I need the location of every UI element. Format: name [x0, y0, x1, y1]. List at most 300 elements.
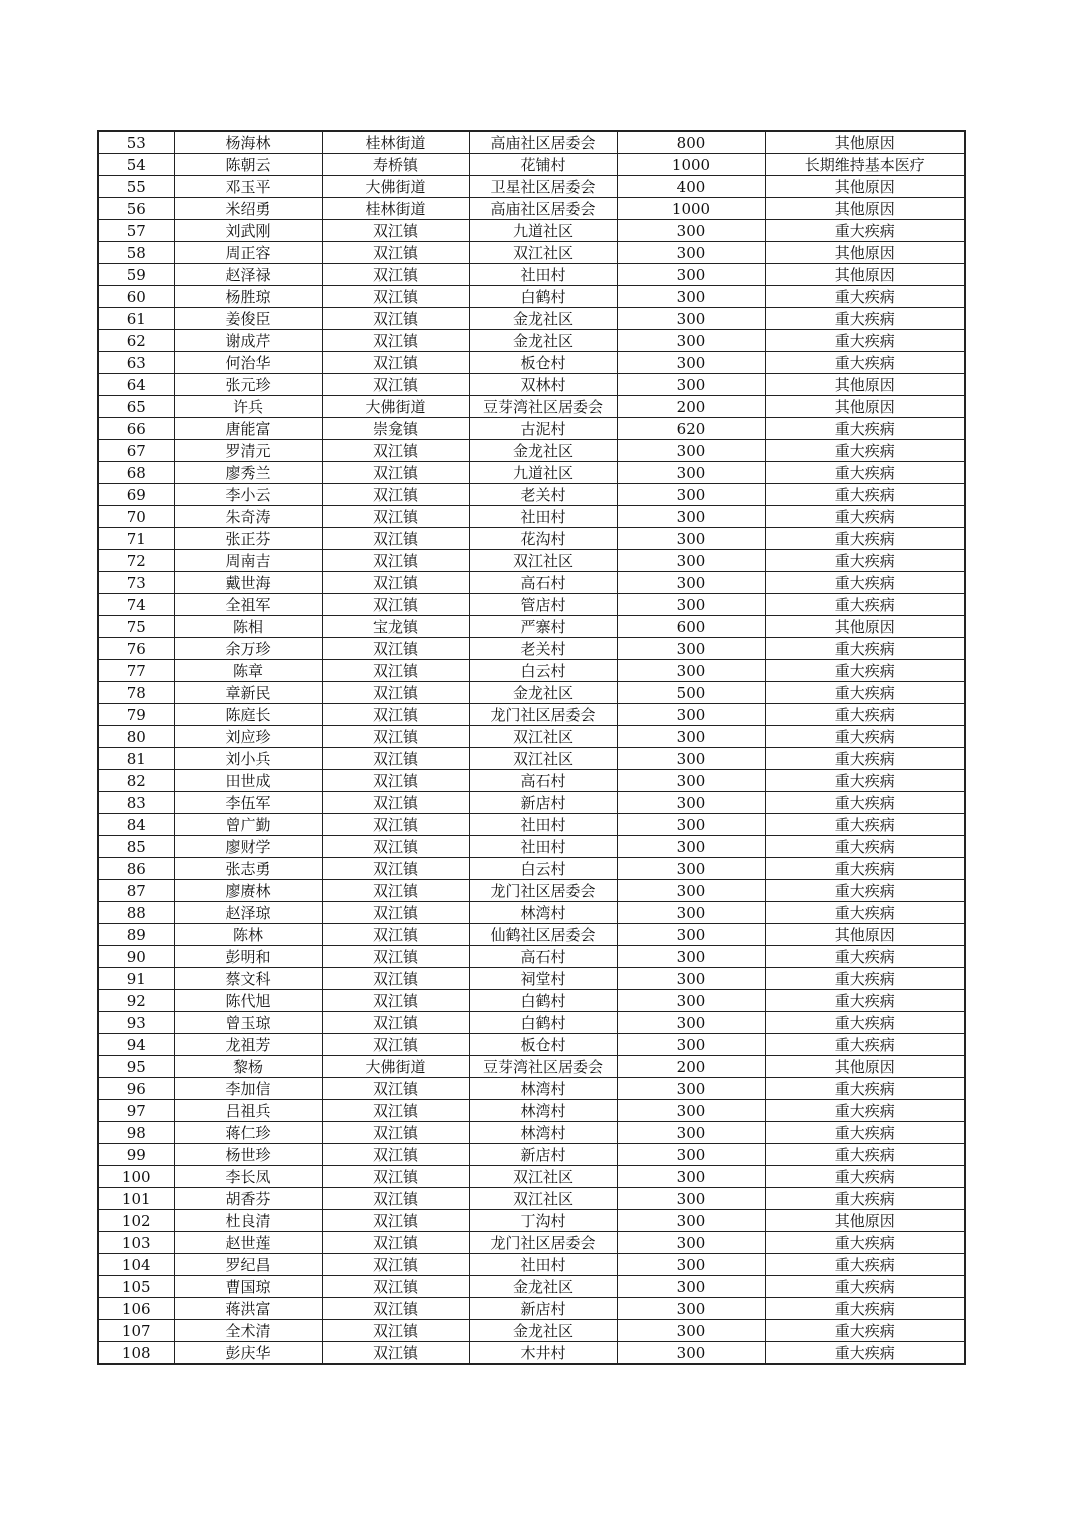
table-row	[98, 660, 965, 682]
table-row	[98, 924, 965, 946]
seq-number-cell: 94	[98, 1034, 174, 1056]
amount-cell: 300	[617, 704, 765, 726]
town-cell: 双江镇	[322, 330, 469, 352]
reason-cell: 重大疾病	[765, 748, 965, 770]
town-cell: 双江镇	[322, 638, 469, 660]
town-cell: 双江镇	[322, 286, 469, 308]
amount-cell: 300	[617, 1254, 765, 1276]
town-cell: 宝龙镇	[322, 616, 469, 638]
seq-number-cell: 57	[98, 220, 174, 242]
name-cell: 杨海林	[174, 131, 322, 154]
town-cell: 桂林街道	[322, 131, 469, 154]
village-cell: 高庙社区居委会	[469, 198, 617, 220]
reason-cell: 重大疾病	[765, 220, 965, 242]
reason-cell: 重大疾病	[765, 1276, 965, 1298]
seq-number-cell: 95	[98, 1056, 174, 1078]
name-cell: 米绍勇	[174, 198, 322, 220]
amount-cell: 500	[617, 682, 765, 704]
name-cell: 姜俊臣	[174, 308, 322, 330]
amount-cell: 300	[617, 440, 765, 462]
seq-number-cell: 85	[98, 836, 174, 858]
reason-cell: 其他原因	[765, 396, 965, 418]
amount-cell: 300	[617, 550, 765, 572]
seq-number-cell: 88	[98, 902, 174, 924]
town-cell: 双江镇	[322, 660, 469, 682]
reason-cell: 重大疾病	[765, 814, 965, 836]
amount-cell: 300	[617, 792, 765, 814]
village-cell: 金龙社区	[469, 308, 617, 330]
name-cell: 张志勇	[174, 858, 322, 880]
town-cell: 双江镇	[322, 924, 469, 946]
reason-cell: 其他原因	[765, 264, 965, 286]
village-cell: 仙鹤社区居委会	[469, 924, 617, 946]
name-cell: 朱奇涛	[174, 506, 322, 528]
seq-number-cell: 100	[98, 1166, 174, 1188]
reason-cell: 重大疾病	[765, 286, 965, 308]
town-cell: 寿桥镇	[322, 154, 469, 176]
village-cell: 金龙社区	[469, 330, 617, 352]
town-cell: 大佛街道	[322, 396, 469, 418]
table-row	[98, 968, 965, 990]
table-row	[98, 440, 965, 462]
seq-number-cell: 77	[98, 660, 174, 682]
village-cell: 林湾村	[469, 902, 617, 924]
reason-cell: 重大疾病	[765, 1034, 965, 1056]
name-cell: 余万珍	[174, 638, 322, 660]
reason-cell: 其他原因	[765, 616, 965, 638]
reason-cell: 重大疾病	[765, 1320, 965, 1342]
name-cell: 田世成	[174, 770, 322, 792]
town-cell: 双江镇	[322, 836, 469, 858]
name-cell: 蒋洪富	[174, 1298, 322, 1320]
village-cell: 双江社区	[469, 1188, 617, 1210]
seq-number-cell: 97	[98, 1100, 174, 1122]
table-row	[98, 1056, 965, 1078]
seq-number-cell: 107	[98, 1320, 174, 1342]
seq-number-cell: 93	[98, 1012, 174, 1034]
amount-cell: 300	[617, 484, 765, 506]
reason-cell: 其他原因	[765, 131, 965, 154]
amount-cell: 300	[617, 660, 765, 682]
table-row	[98, 1320, 965, 1342]
seq-number-cell: 89	[98, 924, 174, 946]
town-cell: 双江镇	[322, 1144, 469, 1166]
village-cell: 白云村	[469, 660, 617, 682]
amount-cell: 300	[617, 308, 765, 330]
table-row	[98, 572, 965, 594]
seq-number-cell: 60	[98, 286, 174, 308]
amount-cell: 300	[617, 858, 765, 880]
table-row	[98, 330, 965, 352]
reason-cell: 其他原因	[765, 1210, 965, 1232]
reason-cell: 重大疾病	[765, 462, 965, 484]
village-cell: 九道社区	[469, 462, 617, 484]
table-row	[98, 352, 965, 374]
name-cell: 赵泽禄	[174, 264, 322, 286]
table-row	[98, 550, 965, 572]
town-cell: 双江镇	[322, 726, 469, 748]
table-row	[98, 748, 965, 770]
town-cell: 双江镇	[322, 484, 469, 506]
seq-number-cell: 59	[98, 264, 174, 286]
seq-number-cell: 55	[98, 176, 174, 198]
village-cell: 林湾村	[469, 1078, 617, 1100]
town-cell: 双江镇	[322, 1254, 469, 1276]
town-cell: 双江镇	[322, 990, 469, 1012]
town-cell: 双江镇	[322, 220, 469, 242]
village-cell: 丁沟村	[469, 1210, 617, 1232]
table-row	[98, 176, 965, 198]
table-row	[98, 528, 965, 550]
table-row	[98, 726, 965, 748]
reason-cell: 其他原因	[765, 924, 965, 946]
seq-number-cell: 78	[98, 682, 174, 704]
name-cell: 全祖军	[174, 594, 322, 616]
seq-number-cell: 70	[98, 506, 174, 528]
village-cell: 林湾村	[469, 1100, 617, 1122]
seq-number-cell: 103	[98, 1232, 174, 1254]
reason-cell: 重大疾病	[765, 726, 965, 748]
amount-cell: 300	[617, 1144, 765, 1166]
amount-cell: 300	[617, 1342, 765, 1365]
reason-cell: 重大疾病	[765, 1122, 965, 1144]
amount-cell: 200	[617, 396, 765, 418]
seq-number-cell: 65	[98, 396, 174, 418]
amount-cell: 300	[617, 352, 765, 374]
seq-number-cell: 105	[98, 1276, 174, 1298]
name-cell: 陈相	[174, 616, 322, 638]
seq-number-cell: 56	[98, 198, 174, 220]
name-cell: 刘小兵	[174, 748, 322, 770]
town-cell: 双江镇	[322, 814, 469, 836]
amount-cell: 300	[617, 1276, 765, 1298]
seq-number-cell: 71	[98, 528, 174, 550]
amount-cell: 300	[617, 1122, 765, 1144]
reason-cell: 重大疾病	[765, 528, 965, 550]
amount-cell: 300	[617, 1078, 765, 1100]
name-cell: 刘武刚	[174, 220, 322, 242]
name-cell: 曹国琼	[174, 1276, 322, 1298]
reason-cell: 重大疾病	[765, 836, 965, 858]
seq-number-cell: 99	[98, 1144, 174, 1166]
town-cell: 双江镇	[322, 704, 469, 726]
village-cell: 金龙社区	[469, 682, 617, 704]
town-cell: 双江镇	[322, 550, 469, 572]
seq-number-cell: 66	[98, 418, 174, 440]
name-cell: 陈庭长	[174, 704, 322, 726]
seq-number-cell: 96	[98, 1078, 174, 1100]
village-cell: 双林村	[469, 374, 617, 396]
amount-cell: 300	[617, 638, 765, 660]
village-cell: 管店村	[469, 594, 617, 616]
village-cell: 双江社区	[469, 748, 617, 770]
name-cell: 杨世珍	[174, 1144, 322, 1166]
town-cell: 双江镇	[322, 1320, 469, 1342]
name-cell: 赵世莲	[174, 1232, 322, 1254]
village-cell: 双江社区	[469, 242, 617, 264]
town-cell: 双江镇	[322, 1166, 469, 1188]
table-row	[98, 396, 965, 418]
reason-cell: 重大疾病	[765, 550, 965, 572]
table-row	[98, 1342, 965, 1365]
town-cell: 双江镇	[322, 1210, 469, 1232]
table-row	[98, 374, 965, 396]
table-row	[98, 220, 965, 242]
name-cell: 李加信	[174, 1078, 322, 1100]
village-cell: 金龙社区	[469, 1276, 617, 1298]
town-cell: 双江镇	[322, 968, 469, 990]
seq-number-cell: 87	[98, 880, 174, 902]
name-cell: 李伍军	[174, 792, 322, 814]
village-cell: 九道社区	[469, 220, 617, 242]
town-cell: 大佛街道	[322, 1056, 469, 1078]
name-cell: 黎杨	[174, 1056, 322, 1078]
reason-cell: 重大疾病	[765, 792, 965, 814]
table-row	[98, 1144, 965, 1166]
name-cell: 蒋仁珍	[174, 1122, 322, 1144]
seq-number-cell: 102	[98, 1210, 174, 1232]
seq-number-cell: 106	[98, 1298, 174, 1320]
amount-cell: 300	[617, 1232, 765, 1254]
village-cell: 社田村	[469, 836, 617, 858]
seq-number-cell: 80	[98, 726, 174, 748]
seq-number-cell: 86	[98, 858, 174, 880]
table-row	[98, 131, 965, 154]
seq-number-cell: 98	[98, 1122, 174, 1144]
seq-number-cell: 61	[98, 308, 174, 330]
town-cell: 双江镇	[322, 528, 469, 550]
amount-cell: 300	[617, 330, 765, 352]
amount-cell: 300	[617, 1320, 765, 1342]
table-row	[98, 1078, 965, 1100]
town-cell: 双江镇	[322, 308, 469, 330]
reason-cell: 重大疾病	[765, 1100, 965, 1122]
table-row	[98, 506, 965, 528]
reason-cell: 其他原因	[765, 374, 965, 396]
amount-cell: 300	[617, 924, 765, 946]
village-cell: 龙门社区居委会	[469, 880, 617, 902]
name-cell: 彭庆华	[174, 1342, 322, 1365]
village-cell: 高石村	[469, 946, 617, 968]
name-cell: 全术清	[174, 1320, 322, 1342]
amount-cell: 300	[617, 1210, 765, 1232]
amount-cell: 400	[617, 176, 765, 198]
name-cell: 廖赓林	[174, 880, 322, 902]
table-row	[98, 638, 965, 660]
name-cell: 周正容	[174, 242, 322, 264]
table-row	[98, 594, 965, 616]
town-cell: 双江镇	[322, 374, 469, 396]
table-row	[98, 902, 965, 924]
name-cell: 章新民	[174, 682, 322, 704]
amount-cell: 300	[617, 770, 765, 792]
name-cell: 周南吉	[174, 550, 322, 572]
name-cell: 罗纪昌	[174, 1254, 322, 1276]
town-cell: 双江镇	[322, 1298, 469, 1320]
table-row	[98, 308, 965, 330]
village-cell: 白鹤村	[469, 990, 617, 1012]
name-cell: 吕祖兵	[174, 1100, 322, 1122]
name-cell: 刘应珍	[174, 726, 322, 748]
seq-number-cell: 83	[98, 792, 174, 814]
amount-cell: 300	[617, 506, 765, 528]
town-cell: 双江镇	[322, 1100, 469, 1122]
table-row	[98, 616, 965, 638]
reason-cell: 重大疾病	[765, 704, 965, 726]
town-cell: 双江镇	[322, 1034, 469, 1056]
name-cell: 赵泽琼	[174, 902, 322, 924]
table-row	[98, 1034, 965, 1056]
reason-cell: 重大疾病	[765, 858, 965, 880]
reason-cell: 重大疾病	[765, 1232, 965, 1254]
reason-cell: 重大疾病	[765, 1254, 965, 1276]
name-cell: 廖财学	[174, 836, 322, 858]
seq-number-cell: 73	[98, 572, 174, 594]
seq-number-cell: 62	[98, 330, 174, 352]
village-cell: 白云村	[469, 858, 617, 880]
amount-cell: 300	[617, 528, 765, 550]
amount-cell: 300	[617, 374, 765, 396]
village-cell: 白鹤村	[469, 1012, 617, 1034]
reason-cell: 其他原因	[765, 198, 965, 220]
reason-cell: 重大疾病	[765, 1012, 965, 1034]
village-cell: 祠堂村	[469, 968, 617, 990]
reason-cell: 长期维持基本医疗	[765, 154, 965, 176]
seq-number-cell: 54	[98, 154, 174, 176]
town-cell: 双江镇	[322, 682, 469, 704]
seq-number-cell: 104	[98, 1254, 174, 1276]
reason-cell: 重大疾病	[765, 682, 965, 704]
table-row	[98, 814, 965, 836]
amount-cell: 300	[617, 286, 765, 308]
reason-cell: 重大疾病	[765, 946, 965, 968]
reason-cell: 重大疾病	[765, 1188, 965, 1210]
table-row	[98, 1276, 965, 1298]
amount-cell: 300	[617, 814, 765, 836]
name-cell: 曾广勤	[174, 814, 322, 836]
name-cell: 邓玉平	[174, 176, 322, 198]
seq-number-cell: 91	[98, 968, 174, 990]
name-cell: 何治华	[174, 352, 322, 374]
village-cell: 高庙社区居委会	[469, 131, 617, 154]
seq-number-cell: 79	[98, 704, 174, 726]
town-cell: 双江镇	[322, 1188, 469, 1210]
amount-cell: 300	[617, 968, 765, 990]
table-row	[98, 836, 965, 858]
name-cell: 龙祖芳	[174, 1034, 322, 1056]
amount-cell: 1000	[617, 154, 765, 176]
village-cell: 龙门社区居委会	[469, 704, 617, 726]
table-row	[98, 792, 965, 814]
amount-cell: 1000	[617, 198, 765, 220]
table-row	[98, 858, 965, 880]
reason-cell: 其他原因	[765, 176, 965, 198]
village-cell: 金龙社区	[469, 1320, 617, 1342]
village-cell: 双江社区	[469, 726, 617, 748]
seq-number-cell: 67	[98, 440, 174, 462]
village-cell: 新店村	[469, 1298, 617, 1320]
seq-number-cell: 72	[98, 550, 174, 572]
amount-cell: 300	[617, 572, 765, 594]
seq-number-cell: 74	[98, 594, 174, 616]
table-row	[98, 242, 965, 264]
town-cell: 双江镇	[322, 1122, 469, 1144]
table-row	[98, 1166, 965, 1188]
reason-cell: 重大疾病	[765, 330, 965, 352]
town-cell: 双江镇	[322, 946, 469, 968]
table-row	[98, 1122, 965, 1144]
table-row	[98, 1012, 965, 1034]
town-cell: 崇龛镇	[322, 418, 469, 440]
reason-cell: 重大疾病	[765, 1144, 965, 1166]
amount-cell: 300	[617, 264, 765, 286]
reason-cell: 重大疾病	[765, 440, 965, 462]
name-cell: 李长凤	[174, 1166, 322, 1188]
table-row	[98, 770, 965, 792]
reason-cell: 重大疾病	[765, 484, 965, 506]
name-cell: 李小云	[174, 484, 322, 506]
name-cell: 陈代旭	[174, 990, 322, 1012]
name-cell: 谢成芹	[174, 330, 322, 352]
town-cell: 双江镇	[322, 572, 469, 594]
village-cell: 林湾村	[469, 1122, 617, 1144]
town-cell: 桂林街道	[322, 198, 469, 220]
reason-cell: 重大疾病	[765, 594, 965, 616]
village-cell: 社田村	[469, 814, 617, 836]
seq-number-cell: 84	[98, 814, 174, 836]
village-cell: 社田村	[469, 264, 617, 286]
name-cell: 陈林	[174, 924, 322, 946]
reason-cell: 重大疾病	[765, 1342, 965, 1365]
town-cell: 双江镇	[322, 858, 469, 880]
seq-number-cell: 53	[98, 131, 174, 154]
reason-cell: 重大疾病	[765, 418, 965, 440]
assistance-roster-table	[97, 130, 966, 1365]
village-cell: 新店村	[469, 1144, 617, 1166]
table-row	[98, 682, 965, 704]
village-cell: 豆芽湾社区居委会	[469, 1056, 617, 1078]
name-cell: 杨胜琼	[174, 286, 322, 308]
amount-cell: 300	[617, 594, 765, 616]
town-cell: 双江镇	[322, 440, 469, 462]
seq-number-cell: 81	[98, 748, 174, 770]
seq-number-cell: 69	[98, 484, 174, 506]
name-cell: 廖秀兰	[174, 462, 322, 484]
amount-cell: 300	[617, 1100, 765, 1122]
table-row	[98, 286, 965, 308]
village-cell: 白鹤村	[469, 286, 617, 308]
amount-cell: 300	[617, 1034, 765, 1056]
table-row	[98, 1188, 965, 1210]
village-cell: 卫星社区居委会	[469, 176, 617, 198]
name-cell: 陈朝云	[174, 154, 322, 176]
village-cell: 板仓村	[469, 1034, 617, 1056]
table-row	[98, 264, 965, 286]
seq-number-cell: 92	[98, 990, 174, 1012]
table-row	[98, 990, 965, 1012]
table-row	[98, 418, 965, 440]
reason-cell: 重大疾病	[765, 880, 965, 902]
reason-cell: 重大疾病	[765, 902, 965, 924]
village-cell: 双江社区	[469, 1166, 617, 1188]
reason-cell: 重大疾病	[765, 1166, 965, 1188]
table-row	[98, 1254, 965, 1276]
town-cell: 大佛街道	[322, 176, 469, 198]
village-cell: 板仓村	[469, 352, 617, 374]
town-cell: 双江镇	[322, 902, 469, 924]
town-cell: 双江镇	[322, 1276, 469, 1298]
table-row	[98, 704, 965, 726]
